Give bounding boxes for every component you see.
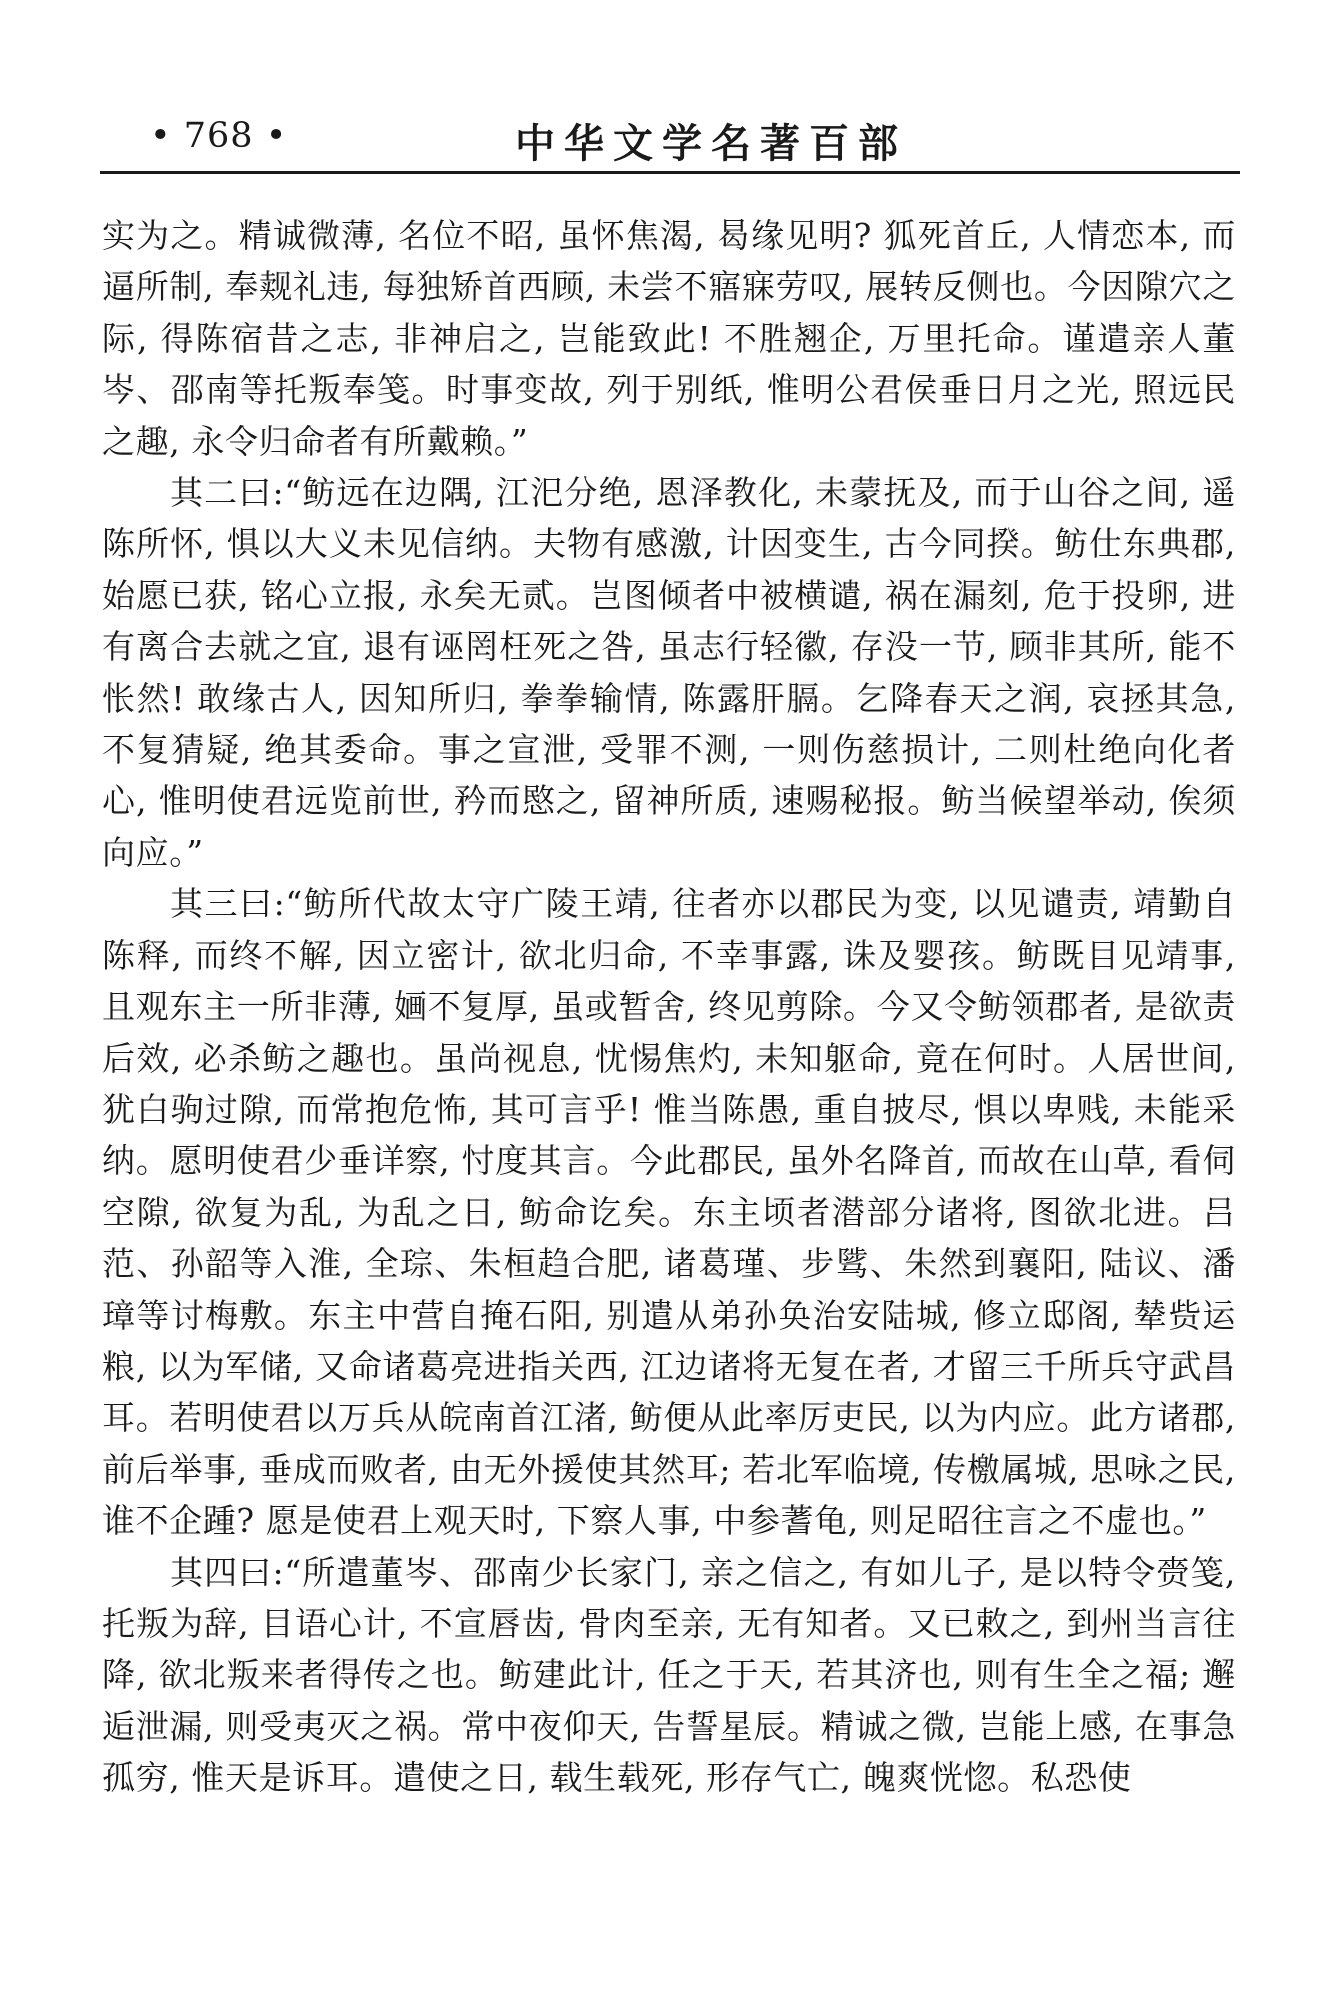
book-title: 中华文学名著百部: [515, 120, 907, 167]
paragraph-letter-three: 其三曰:“鲂所代故太守广陵王靖, 往者亦以郡民为变, 以见谴责, 靖勤自陈释, 而终不解, 因立密计, 欲北归命, 不幸事露, 诛及婴孩。鲂既目见靖事, 且观东主一所非薄, 婳不复厚, 虽或暂舍, 终见剪除。今又令鲂领郡者, 是欲责后效, 必杀鲂之趣也。虽尚视息, 忧惕焦灼, 未知躯命, 竟在何时。人居世间, 犹白驹过隙, 而常抱危怖, 其可言乎! 惟当陈愚, 重自披尽, 惧以卑贱, 未能采纳。愿明使君少垂详察, 忖度其言。今此郡民, 虽外名降首, 而故在山草, 看伺空隙, 欲复为乱, 为乱之日, 鲂命讫矣。东主顷者潜部分诸将, 图欲北进。吕范、孙韶等入淮, 全琮、朱桓趋合肥, 诸葛瑾、步骘、朱然到襄阳, 陆议、潘璋等讨梅敷。东主中营自掩石阳, 别遣从弟孙奂治安陆城, 修立邸阁, 辇赀运粮, 以为军储, 又命诸葛亮进指关西, 江边诸将无复在者, 才留三千所兵守武昌耳。若明使君以万兵从皖南首江渚, 鲂便从此率厉吏民, 以为内应。此方诸郡, 前后举事, 垂成而败者, 由无外援使其然耳; 若北军临境, 传檄属城, 思咏之民, 谁不企踵? 愿是使君上观天时, 下察人事, 中参蓍龟, 则足昭往言之不虚也。”: [102, 884, 1236, 1541]
paragraph-letter-two: 其二曰:“鲂远在边隅, 江汜分绝, 恩泽教化, 未蒙抚及, 而于山谷之间, 遥陈所怀, 惧以大义未见信纳。夫物有感激, 计因变生, 古今同揆。鲂仕东典郡, 始愿已获, 铭心立报, 永矣无贰。岂图倾者中被横谴, 祸在漏刻, 危于投卵, 进有离合去就之宜, 退有诬罔枉死之咎, 虽志行轻徽, 存没一节, 顾非其所, 能不怅然! 敢缘古人, 因知所归, 拳拳输情, 陈露肝膈。乞降春天之润, 哀拯其急, 不复猜疑, 绝其委命。事之宣泄, 受罪不测, 一则伤慈损计, 二则杜绝向化者心, 惟明使君远览前世, 矜而愍之, 留神所质, 速赐秘报。鲂当候望举动, 俟须向应。”: [102, 473, 1236, 872]
paragraph-continuation: 实为之。精诚微薄, 名位不昭, 虽怀焦渴, 曷缘见明? 狐死首丘, 人情恋本, 而逼所制, 奉觌礼违, 每独矫首西顾, 未尝不寤寐劳叹, 展转反侧也。今因隙穴之际, 得陈宿昔之志, 非神启之, 岂能致此! 不胜翘企, 万里托命。谨遣亲人董岑、邵南等托叛奉笺。时事变故, 列于别纸, 惟明公君侯垂日月之光, 照远民之趣, 永令归命者有所戴赖。”: [102, 216, 1236, 461]
header-rule: [100, 171, 1240, 174]
page-number: • 768 •: [150, 116, 288, 156]
body-text: [102, 210, 1236, 1804]
paragraph-letter-four: 其四曰:“所遣董岑、邵南少长家门, 亲之信之, 有如儿子, 是以特令赍笺, 托叛为辞, 目语心计, 不宣唇齿, 骨肉至亲, 无有知者。又已敕之, 到州当言往降, 欲北叛来者得传之也。鲂建此计, 任之于天, 若其济也, 则有生全之福; 邂逅泄漏, 则受夷灭之祸。常中夜仰天, 告誓星辰。精诚之微, 岂能上感, 在事急孤穷, 惟天是诉耳。遣使之日, 载生载死, 形存气亡, 魄爽恍惚。私恐使: [102, 1552, 1236, 1798]
running-header: [100, 108, 1240, 168]
